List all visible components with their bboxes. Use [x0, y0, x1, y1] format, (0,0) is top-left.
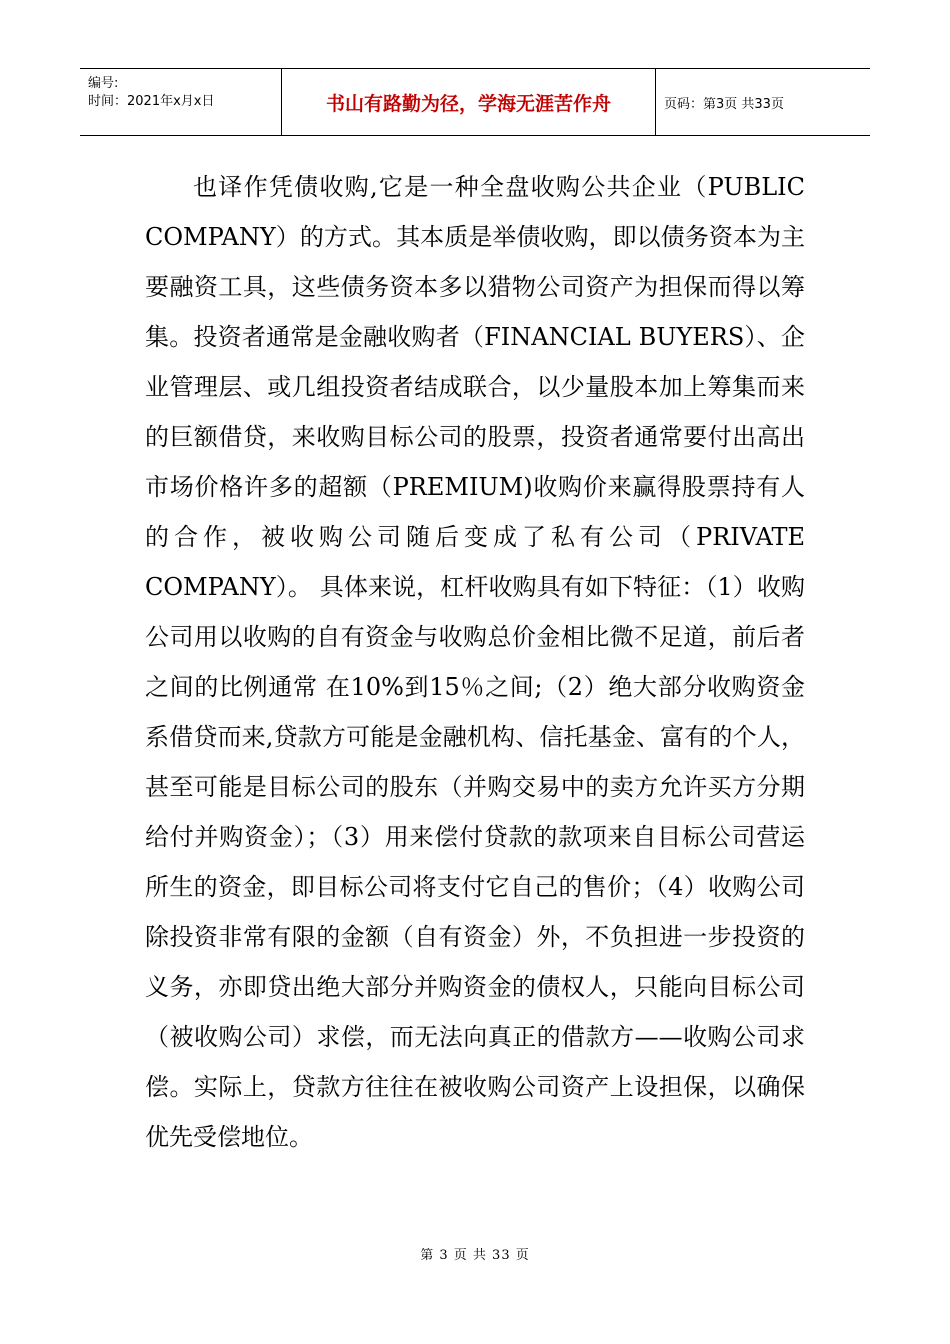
header-motto: 书山有路勤为径，学海无涯苦作舟: [282, 69, 656, 135]
page-footer: 第 3 页 共 33 页: [420, 1248, 530, 1263]
header-meta-cell: [80, 69, 282, 135]
body-paragraph: 也译作凭债收购,它是一种全盘收购公共企业（PUBLIC COMPANY）的方式。其本质是举债收购，即以债务资本为主要融资工具，这些债务资本多以猎物公司资产为担保而得以筹集。投资者通常是金融收购者（FINANCIAL BUYERS）、企业管理层、或几组投资者结成联合，以少量股本加上筹集而来的巨额借贷，来收购目标公司的股票，投资者通常要付出高出市场价格许多的超额（PREMIUM)收购价来赢得股票持有人的合作，被收购公司随后变成了私有公司（PRIVATE COMPANY）。 具体来说，杠杆收购具有如下特征：（1）收购公司用以收购的自有资金与收购总价金相比微不足道，前后者之间的比例通常 在10%到15％之间;（2）绝大部分收购资金系借贷而来,贷款方可能是金融机构、信托基金、富有的个人，甚至可能是目标公司的股东（并购交易中的卖方允许买方分期给付并购资金）；（3）用来偿付贷款的款项来自目标公司营运所生的资金，即目标公司将支付它自己的售价；（4）收购公司除投资非常有限的金额（自有资金）外，不负担进一步投资的义务，亦即贷出绝大部分并购资金的债权人，只能向目标公司（被收购公司）求偿，而无法向真正的借款方——收购公司求偿。实际上，贷款方往往在被收购公司资产上设担保，以确保优先受偿地位。: [145, 173, 805, 1151]
document-number-label: 编号:: [88, 76, 119, 91]
page-header: [80, 68, 870, 136]
document-date: 时间：2021年x月x日: [88, 94, 215, 109]
header-page-info: 页码：第3页 共33页: [664, 96, 784, 112]
